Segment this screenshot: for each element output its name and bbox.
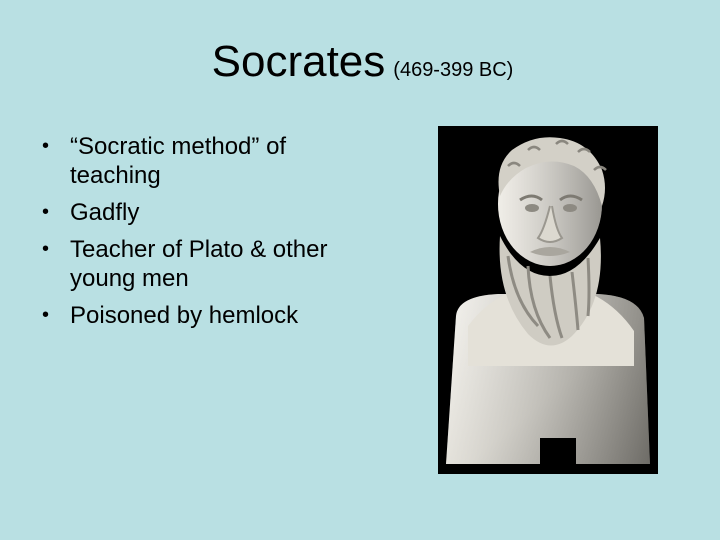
bullet-item bbox=[42, 198, 372, 227]
bullet-text: Teacher of Plato & other young men bbox=[70, 236, 328, 292]
bullet-icon: • bbox=[42, 201, 50, 223]
bullet-icon: • bbox=[42, 304, 50, 326]
socrates-bust-image bbox=[438, 126, 658, 474]
bullet-text: Poisoned by hemlock bbox=[70, 302, 299, 329]
title-dates: (469-399 BC) bbox=[393, 59, 514, 81]
bullet-item bbox=[42, 301, 372, 330]
bullet-text: “Socratic method” of teaching bbox=[70, 133, 287, 189]
bullet-icon: • bbox=[42, 135, 50, 157]
bullet-text: Gadfly bbox=[70, 199, 140, 226]
bullet-list bbox=[42, 132, 372, 338]
marble-bust-icon bbox=[438, 126, 658, 474]
bullet-item bbox=[42, 132, 372, 190]
slide-title bbox=[0, 37, 720, 86]
bullet-item bbox=[42, 235, 372, 293]
bullet-icon: • bbox=[42, 238, 50, 260]
title-main: Socrates bbox=[211, 37, 386, 86]
